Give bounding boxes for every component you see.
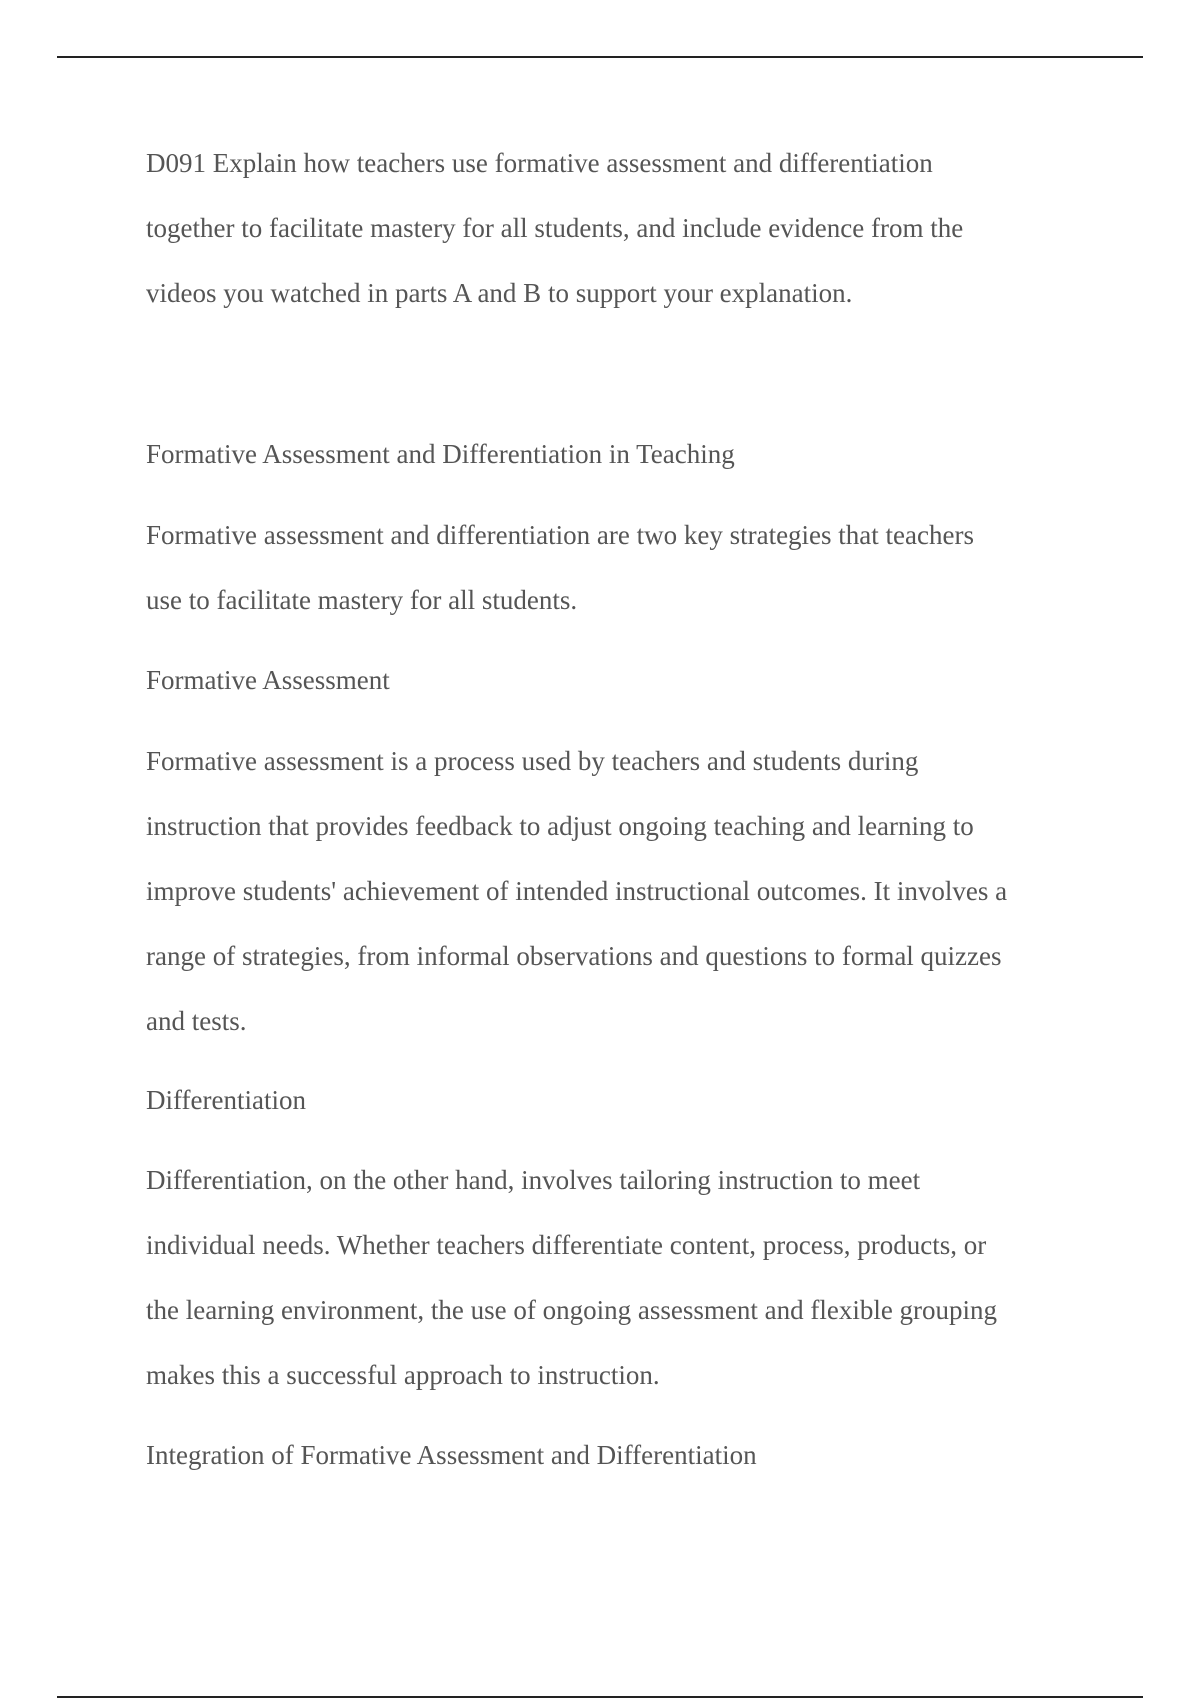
differentiation-line-1: Differentiation, on the other hand, involves tailoring instruction to meet: [146, 1165, 921, 1195]
formative-line-1: Formative assessment is a process used by teachers and students during: [146, 746, 919, 776]
differentiation-line-4: makes this a successful approach to instruction.: [146, 1360, 660, 1390]
formative-line-4: range of strategies, from informal observations and questions to formal quizzes: [146, 941, 1002, 971]
intro-line-2: together to facilitate mastery for all students, and include evidence from the: [146, 213, 964, 243]
formative-line-3: improve students' achievement of intended instructional outcomes. It involves a: [146, 876, 1008, 906]
intro-line-1: D091 Explain how teachers use formative assessment and differentiation: [146, 148, 933, 178]
heading-formative-assessment: Formative Assessment: [146, 665, 390, 695]
formative-line-2: instruction that provides feedback to adjust ongoing teaching and learning to: [146, 811, 974, 841]
overview-line-2: use to facilitate mastery for all students.: [146, 585, 578, 615]
differentiation-line-3: the learning environment, the use of ongoing assessment and flexible grouping: [146, 1295, 998, 1325]
intro-line-3: videos you watched in parts A and B to support your explanation.: [146, 278, 853, 308]
top-rule: [57, 56, 1143, 58]
document-title: Formative Assessment and Differentiation in Teaching: [146, 439, 735, 469]
bottom-rule: [57, 1696, 1143, 1698]
heading-integration: Integration of Formative Assessment and Differentiation: [146, 1440, 757, 1470]
overview-line-1: Formative assessment and differentiation are two key strategies that teachers: [146, 520, 974, 550]
differentiation-line-2: individual needs. Whether teachers differentiate content, process, products, or: [146, 1230, 987, 1260]
heading-differentiation: Differentiation: [146, 1085, 306, 1115]
formative-line-5: and tests.: [146, 1006, 247, 1036]
